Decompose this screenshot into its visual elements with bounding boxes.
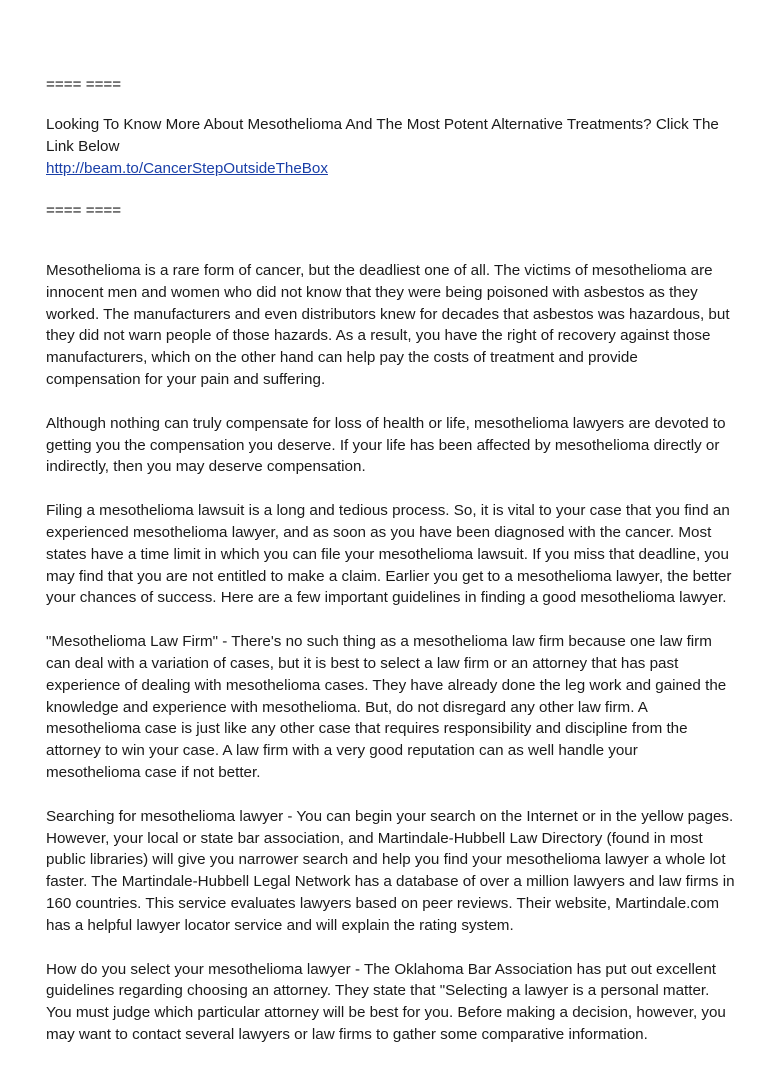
promo-link[interactable]: http://beam.to/CancerStepOutsideTheBox xyxy=(46,159,328,177)
intro-text: Looking To Know More About Mesothelioma And The Most Potent Alternative Treatments? Click The Link Below xyxy=(46,116,719,155)
separator-bottom: ==== ==== xyxy=(46,202,122,219)
paragraph-5: Searching for mesothelioma lawyer - You can begin your search on the Internet or in the yellow pages. However, your local or state bar association, and Martindale-Hubbell Law Directory (found in most public libraries) will give you narrower search and help you find your mesothelioma lawyer a whole lot faster. The Martindale-Hubbell Legal Network has a database of over a million lawyers and law firms in 160 countries. This service evaluates lawyers based on peer reviews. Their website, Martindale.com has a helpful lawyer locator service and will explain the rating system. xyxy=(46,807,735,934)
article-body xyxy=(46,260,736,1068)
paragraph-6: How do you select your mesothelioma lawyer - The Oklahoma Bar Association has put out excellent guidelines regarding choosing an attorney. They state that "Selecting a lawyer is a personal matter. You must judge which particular attorney will be best for you. Before making a decision, however, you may want to contact several lawyers or law firms to gather some comparative information. xyxy=(46,960,726,1043)
paragraph-3: Filing a mesothelioma lawsuit is a long and tedious process. So, it is vital to your case that you find an experienced mesothelioma lawyer, and as soon as you have been diagnosed with the cancer. Most states have a time limit in which you can file your mesothelioma lawsuit. If you miss that deadline, you may find that you are not entitled to make a claim. Earlier you get to a mesothelioma lawyer, the better your chances of success. Here are a few important guidelines in finding a good mesothelioma lawyer. xyxy=(46,502,732,607)
paragraph-2: Although nothing can truly compensate for loss of health or life, mesothelioma lawyers are devoted to getting you the compensation you deserve. If your life has been affected by mesothelioma directly or indirectly, then you may deserve compensation. xyxy=(46,414,726,476)
paragraph-1: Mesothelioma is a rare form of cancer, but the deadliest one of all. The victims of mesothelioma are innocent men and women who did not know that they were being poisoned with asbestos as they worked. The manufacturers and even distributors knew for decades that asbestos was hazardous, but they did not warn people of those hazards. As a result, you have the right of recovery against those manufacturers, which on the other hand can help pay the costs of treatment and provide compensation for your pain and suffering. xyxy=(46,262,730,388)
intro-block xyxy=(46,114,736,179)
separator-top: ==== ==== xyxy=(46,76,122,93)
paragraph-4: "Mesothelioma Law Firm" - There's no such thing as a mesothelioma law firm because one law firm can deal with a variation of cases, but it is best to select a law firm or an attorney that has past experience of dealing with mesothelioma cases. They have already done the leg work and gained the knowledge and experience with mesothelioma. But, do not disregard any other law firm. A mesothelioma case is just like any other case that requires responsibility and discipline from the attorney to win your case. A law firm with a very good reputation can as well handle your mesothelioma case if not better. xyxy=(46,633,727,781)
